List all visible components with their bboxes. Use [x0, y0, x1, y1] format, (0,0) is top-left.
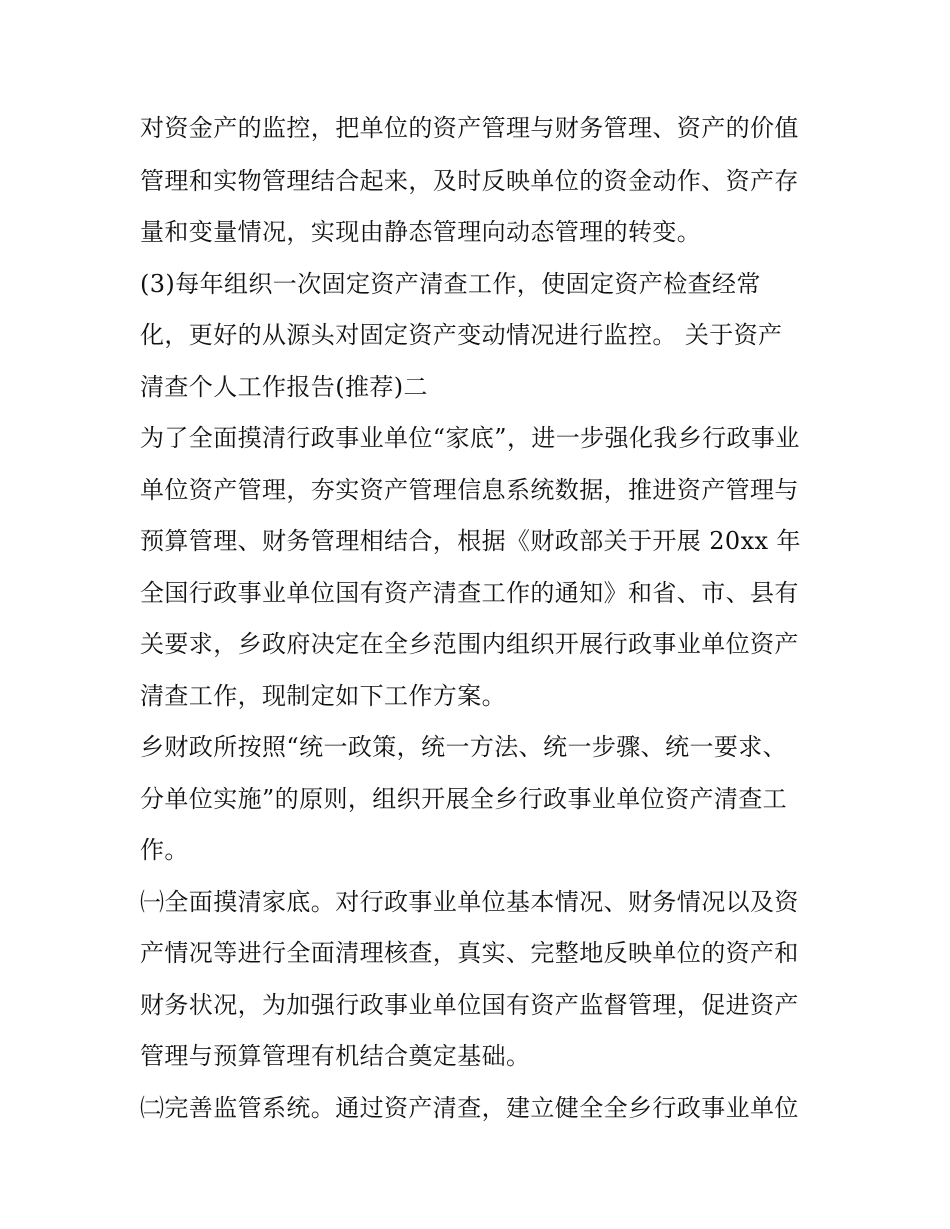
text-line: 为了全面摸清行政事业单位“家底”，进一步强化我乡行政事业 [140, 424, 800, 452]
text-line: 全国行政事业单位国有资产清查工作的通知》和省、市、县有 [140, 579, 799, 607]
text-line: 分单位实施”的原则，组织开展全乡行政事业单位资产清查工 [140, 785, 788, 813]
text-line: 化，更好的从源头对固定资产变动情况进行监控。 关于资产 [140, 321, 783, 349]
text-line: 管理与预算管理有机结合奠定基础。 [140, 1042, 531, 1070]
text-line: (3)每年组织一次固定资产清查工作，使固定资产检查经常 [140, 270, 761, 298]
text-line: 清查个人工作报告(推荐)二 [140, 373, 428, 401]
text-line: 财务状况，为加强行政事业单位国有资产监督管理，促进资产 [140, 991, 799, 1019]
text-line: 乡财政所按照“统一政策，统一方法、统一步骤、统一要求、 [140, 733, 788, 761]
text-line: 预算管理、财务管理相结合，根据《财政部关于开展 20xx 年 [140, 527, 801, 555]
text-line: 关要求，乡政府决定在全乡范围内组织开展行政事业单位资产 [140, 630, 799, 658]
text-line: 产情况等进行全面清理核查，真实、完整地反映单位的资产和 [140, 939, 799, 967]
text-line: 量和变量情况，实现由静态管理向动态管理的转变。 [140, 218, 702, 246]
text-line: 管理和实物管理结合起来，及时反映单位的资金动作、资产存 [140, 167, 799, 195]
text-line: 对资金产的监控，把单位的资产管理与财务管理、资产的价值 [140, 114, 799, 142]
text-line: 单位资产管理，夯实资产管理信息系统数据，推进资产管理与 [140, 476, 799, 504]
text-line: 作。 [140, 836, 189, 864]
text-line: ㈡完善监管系统。通过资产清查，建立健全全乡行政事业单位 [140, 1094, 799, 1122]
text-line: 清查工作，现制定如下工作方案。 [140, 682, 506, 710]
text-line: ㈠全面摸清家底。对行政事业单位基本情况、财务情况以及资 [140, 888, 799, 916]
